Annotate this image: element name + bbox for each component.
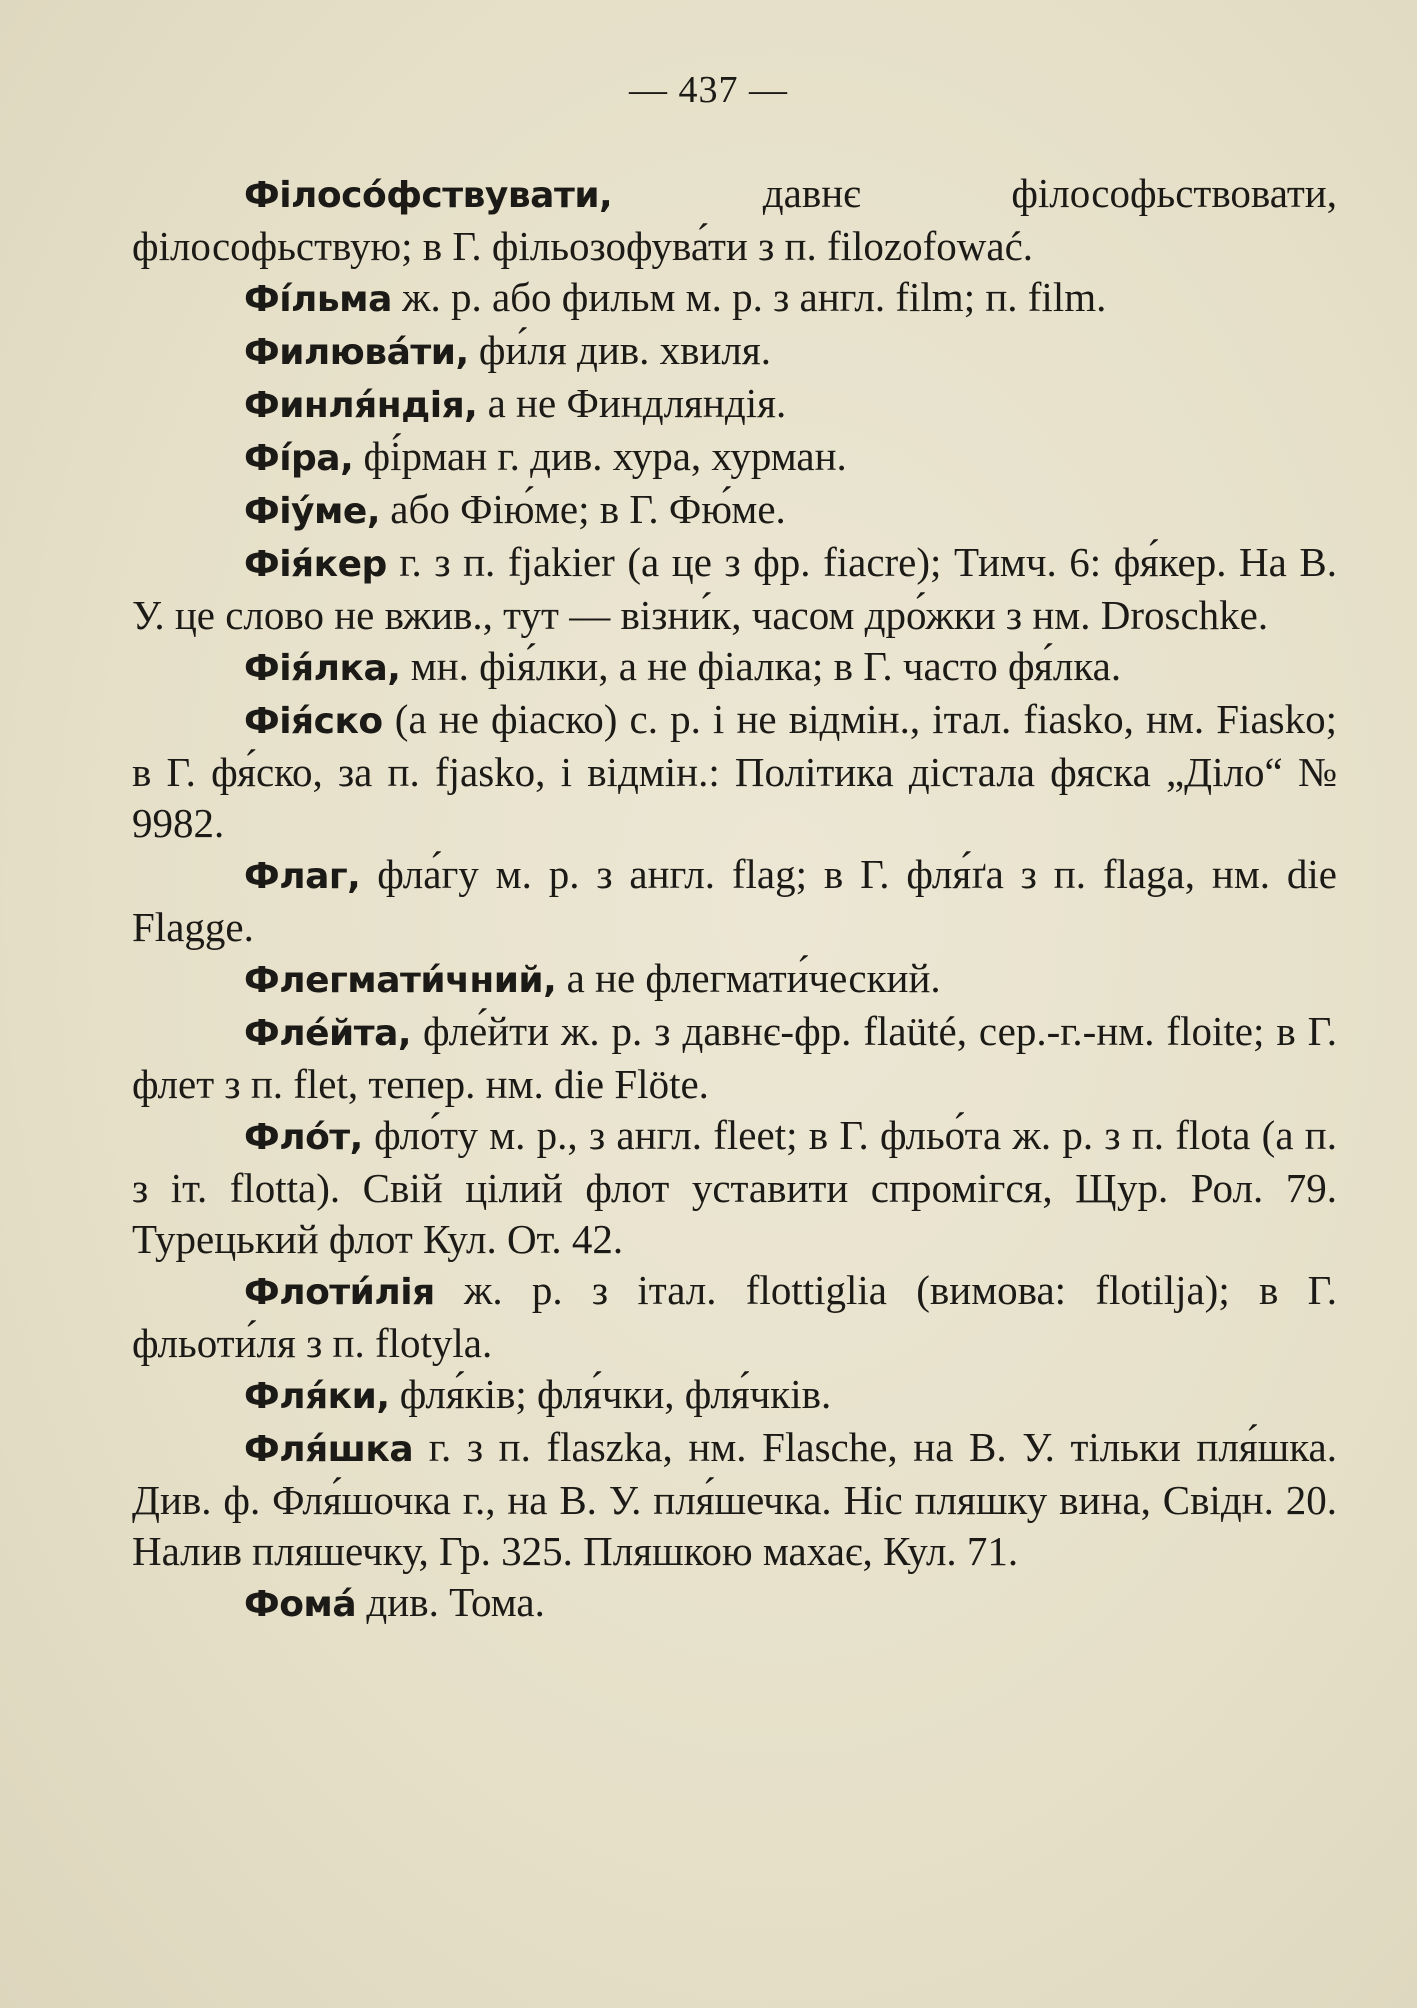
headword: Фі́льма (244, 279, 392, 320)
entry-text: ж. р. з італ. flottiglia (вимова: flotilja); в Г. фльоти́ля з п. flotyla. (132, 1267, 1337, 1366)
dictionary-entry (132, 325, 1337, 378)
dictionary-entry (132, 378, 1337, 431)
entry-text: фи́ля див. хвиля. (468, 327, 771, 373)
entry-text: а не флегмати́ческий. (556, 955, 941, 1001)
headword: Фле́йта, (244, 1013, 412, 1054)
entry-text: ж. р. або фильм м. р. з англ. film; п. film. (391, 274, 1107, 320)
headword: Фіу́ме, (244, 491, 381, 532)
headword: Филюва́ти, (244, 332, 469, 373)
dictionary-entry (132, 1110, 1337, 1265)
dictionary-entry (132, 849, 1337, 953)
dictionary-entry (132, 1265, 1337, 1369)
headword: Фля́шка (244, 1429, 414, 1470)
dictionary-entry (132, 641, 1337, 694)
dictionary-entry (132, 1369, 1337, 1422)
headword: Фля́ки, (244, 1376, 390, 1417)
headword: Флоти́лія (244, 1272, 435, 1313)
dictionary-entry (132, 953, 1337, 1006)
headword: Флаг, (244, 856, 361, 897)
entry-text: див. Тома. (356, 1579, 545, 1625)
entry-text: а не Финдляндія. (477, 380, 787, 426)
entry-text: фла́гу м. р. з англ. flag; в Г. фля́ґа з п. flaga, нм. die Flagge. (132, 851, 1337, 950)
page-number: — 437 — (629, 69, 788, 111)
entry-text: або Фію́ме; в Г. Фю́ме. (380, 486, 786, 532)
entry-text: фі́рман г. див. хура, хурман. (353, 433, 847, 479)
headword: Фія́ско (244, 701, 383, 742)
headword: Фі́ра, (244, 438, 354, 479)
dictionary-entry (132, 272, 1337, 325)
headword: Фома́ (244, 1584, 357, 1625)
headword: Фія́кер (244, 544, 387, 585)
entry-text: фле́йти ж. р. з давнє-фр. flaüté, сер.-г.-нм. floite; в Г. флет з п. flet, тепер. нм. die Flöte. (132, 1008, 1337, 1107)
headword: Флегмати́чний, (244, 960, 557, 1001)
dictionary-entry (132, 484, 1337, 537)
entry-list (132, 168, 1337, 1630)
dictionary-entry (132, 431, 1337, 484)
dictionary-entry (132, 1577, 1337, 1630)
entry-text: (а не фіаско) с. р. і не відмін., італ. fiasko, нм. Fiasko; в Г. фя́ско, за п. fjasko, і відмін.: Політика дістала фяска „Діло“ № 9982. (132, 696, 1337, 846)
headword: Філосо́фствувати, (244, 175, 613, 216)
headword: Финля́ндія, (244, 385, 478, 426)
headword: Фло́т, (244, 1117, 363, 1158)
entry-text: давнє філософьствовати, філософьствую; в Г. фільозофува́ти з п. filozofować. (132, 170, 1337, 269)
entry-text: г. з п. fjakier (а це з фр. fiacre); Тимч. 6: фя́кер. На В. У. це слово не вжив., тут — візни́к, часом дро́жки з нм. Droschke. (132, 539, 1337, 638)
entry-text: фло́ту м. р., з англ. fleet; в Г. фльо́та ж. р. з п. flota (а п. з іт. flotta). Свій цілий флот уставити спромігся, Щур. Рол. 79. Турецький флот Кул. От. 42. (132, 1112, 1337, 1262)
entry-text: мн. фія́лки, а не фіалка; в Г. часто фя́лка. (400, 643, 1122, 689)
dictionary-entry (132, 537, 1337, 641)
entry-text: г. з п. flaszka, нм. Flasche, на В. У. тільки пля́шка. Див. ф. Фля́шочка г., на В. У. пля́шечка. Ніс пляшку вина, Свідн. 20. Налив пляшечку, Гр. 325. Пляшкою махає, Кул. 71. (132, 1424, 1337, 1574)
headword: Фія́лка, (244, 648, 401, 689)
dictionary-entry (132, 694, 1337, 849)
dictionary-entry (132, 1006, 1337, 1110)
dictionary-entry (132, 168, 1337, 272)
dictionary-entry (132, 1422, 1337, 1577)
entry-text: фля́ків; фля́чки, фля́чків. (389, 1371, 832, 1417)
